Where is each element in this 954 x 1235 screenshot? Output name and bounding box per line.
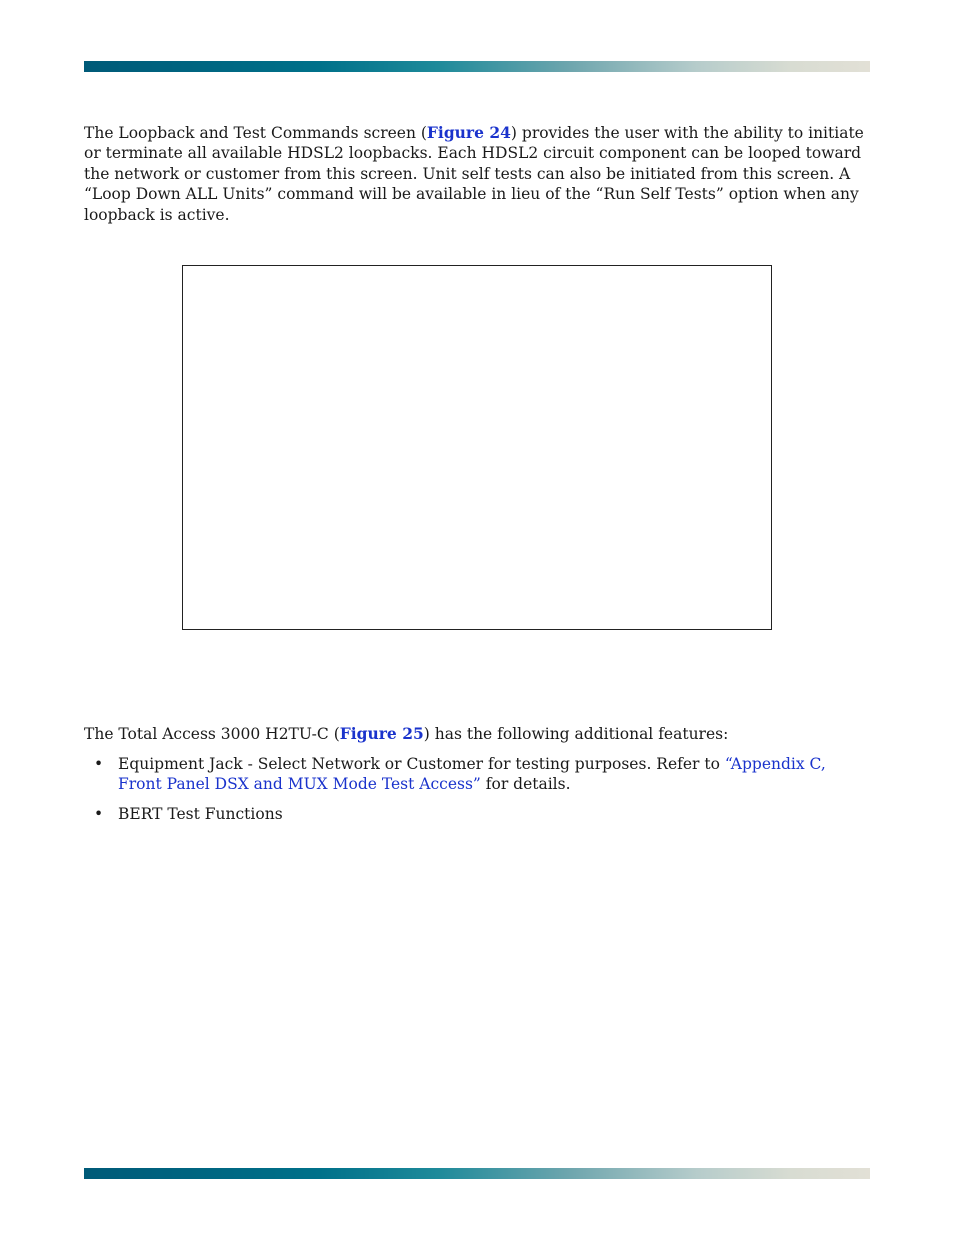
- header-rule: [84, 61, 870, 72]
- intro-text-before: The Loopback and Test Commands screen (: [84, 124, 427, 142]
- intro-paragraph: [84, 123, 870, 225]
- features-paragraph: [84, 724, 870, 744]
- figure-24-link[interactable]: Figure 24: [426, 123, 511, 142]
- list-item: [84, 754, 870, 795]
- bullet-icon: •: [94, 755, 104, 773]
- figure-placeholder-frame: [182, 265, 772, 630]
- bullet-text: Equipment Jack - Select Network or Customer for testing purposes. Refer to: [118, 755, 725, 773]
- figure-25-link[interactable]: Figure 25: [339, 724, 424, 743]
- intro-text-after: ) provides the user with the ability to initiate or terminate all available HDSL2 loopbacks. Each HDSL2 circuit component can be looped toward the network or customer from this screen. Unit self tests can also be initiated from this screen. A “Loop Down ALL Units” command will be available in lieu of the “Run Self Tests” option when any loopback is active.: [84, 124, 864, 224]
- bullet-icon: •: [94, 805, 104, 824]
- bullet-tail: for details.: [480, 775, 571, 794]
- footer-rule: [84, 1168, 870, 1179]
- feature-list: [84, 754, 870, 834]
- features-text-after: ) has the following additional features:: [423, 725, 729, 743]
- bullet-text: BERT Test Functions: [118, 805, 283, 824]
- appendix-c-link[interactable]: “Appendix C, Front Panel DSX and MUX Mode Test Access”: [118, 755, 826, 794]
- features-text-before: The Total Access 3000 H2TU-C (: [84, 725, 340, 743]
- list-item: [84, 804, 870, 824]
